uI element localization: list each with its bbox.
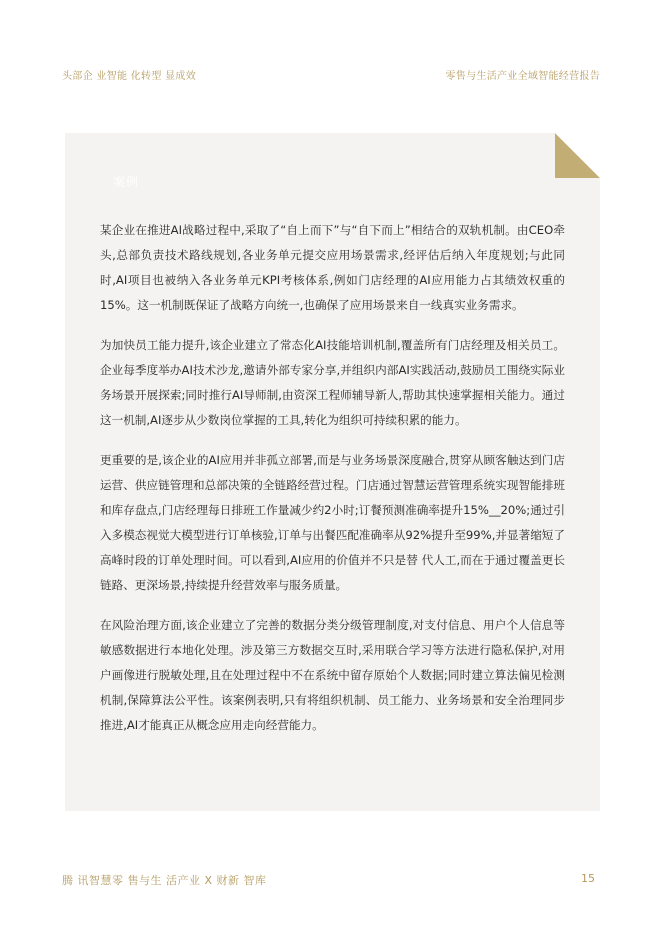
paragraph-2: 为加快员工能力提升,该企业建立了常态化AI技能培训机制,覆盖所有门店经理及相关员工。企业每季度举办AI技术沙龙,邀请外部专家分享,并组织内部AI实践活动,鼓励员工围绕实际业务场景开展探索;同时推行AI导师制,由资深工程师辅导新人,帮助其快速掌握相关能力。通过这一机制,AI逐步从少数岗位掌握的工具,转化为组织可持续积累的能力。 xyxy=(100,338,565,427)
paragraph-3: 更重要的是,该企业的AI应用并非孤立部署,而是与业务场景深度融合,贯穿从顾客触达到门店运营、供应链管理和总部决策的全链路经营过程。门店通过智慧运营管理系统实现智能排班和库存盘点,门店经理每日排班工作量减少约2小时;订餐预测准确率提升15%__20%;通过引入多模态视觉大模型进行订单核验,订单与出餐匹配准确率从92%提升至99%,并显著缩短了高峰时段的订单处理时间。可以看到,AI应用的价值并不只是替 代人工,而在于通过覆盖更长链路、更深场景,持续提升经营效率与服务质量。 xyxy=(100,453,565,592)
footer-left-title: 腾 讯智慧零 售与生 活产业 X 财新 智库 xyxy=(62,874,267,887)
case-content xyxy=(100,218,565,753)
paragraph-4: 在风险治理方面,该企业建立了完善的数据分类分级管理制度,对支付信息、用户个人信息等敏感数据进行本地化处理。涉及第三方数据交互时,采用联合学习等方法进行隐私保护,对用户画像进行脱敏处理,且在处理过程中不在系统中留存原始个人数据;同时建立算法偏见检测机制,保障算法公平性。该案例表明,只有将组织机制、员工能力、业务场景和安全治理同步推进,AI才能真正从概念应用走向经营能力。 xyxy=(100,618,565,732)
header-left-title: 头部企 业智能 化转型 显成效 xyxy=(62,71,197,82)
corner-fold-decoration xyxy=(555,133,600,178)
paragraph-1: 某企业在推进AI战略过程中,采取了“自上而下”与“自下而上”相结合的双轨机制。由CEO牵头,总部负责技术路线规划,各业务单元提交应用场景需求,经评估后纳入年度规划;与此同时,AI项目也被纳入各业务单元KPI考核体系,例如门店经理的AI应用能力占其绩效权重的15%。这一机制既保证了战略方向统一,也确保了应用场景来自一线真实业务需求。 xyxy=(100,223,565,312)
case-card xyxy=(65,133,600,811)
page-number: 15 xyxy=(581,872,595,885)
header-right-title: 零售与生活产业全域智能经营报告 xyxy=(445,71,600,82)
case-label: 案例 xyxy=(113,175,140,189)
